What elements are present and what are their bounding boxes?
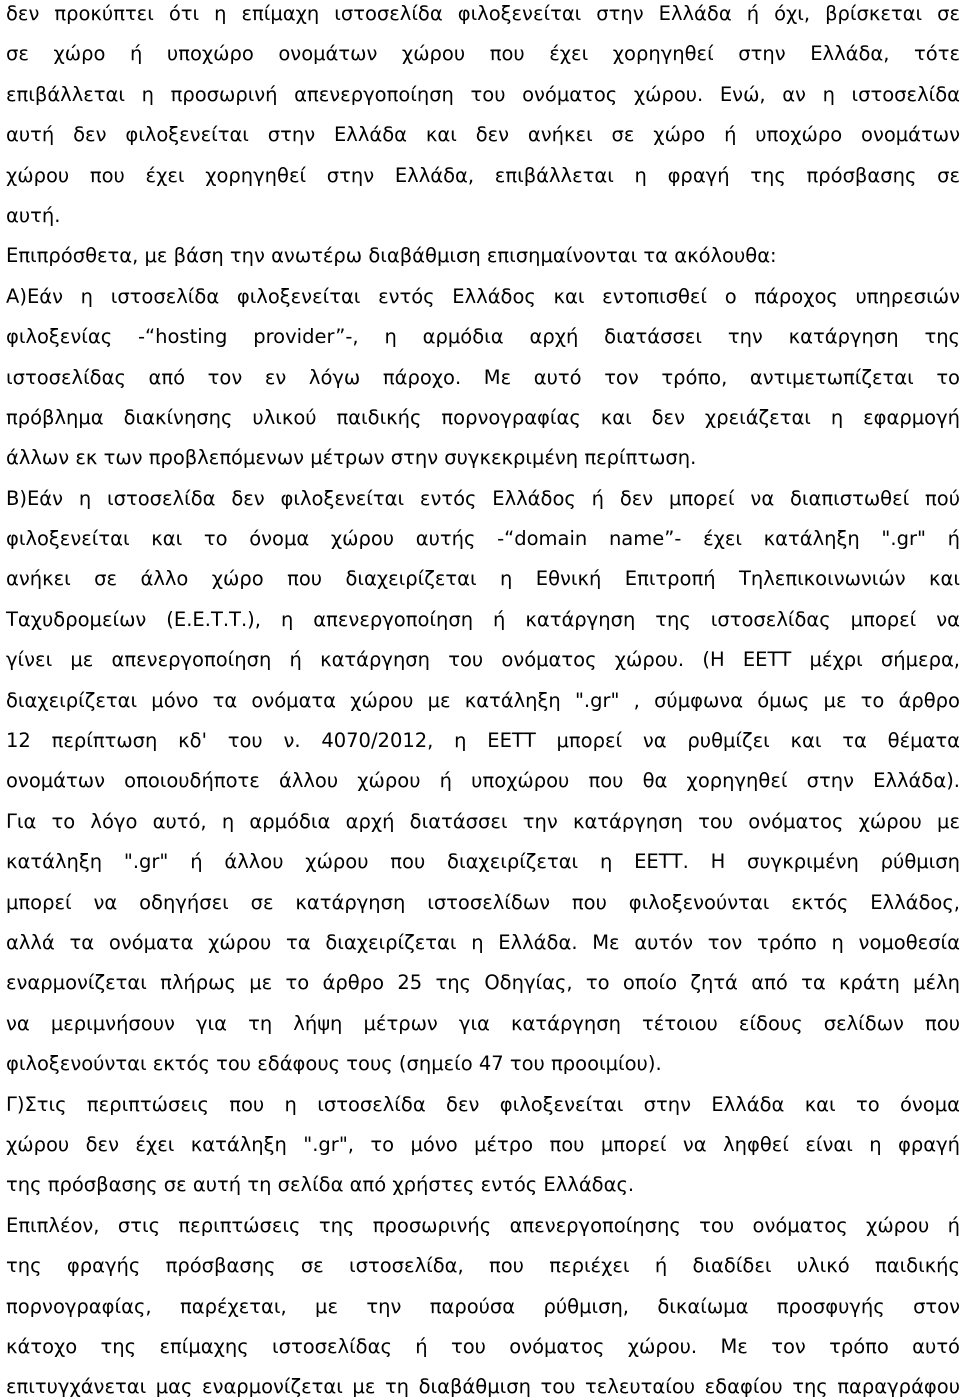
text-line: Επιπρόσθετα, με βάση την ανωτέρω διαβάθμιση επισημαίνονται τα ακόλουθα: [6, 244, 777, 268]
text-line: Για το λόγο αυτό, η αρμόδια αρχή διατάσσει την κατάργηση του ονόματος χώρου με [6, 809, 960, 833]
text-line: Α)Εάν η ιστοσελίδα φιλοξενείται εντός Ελλάδος και εντοπισθεί ο πάροχος υπηρεσιών [6, 284, 960, 308]
text-line: εναρμονίζεται πλήρως με το άρθρο 25 της Οδηγίας, το οποίο ζητά από τα κράτη μέλη [6, 971, 960, 995]
text-line: Επιπλέον, στις περιπτώσεις της προσωρινής απενεργοποίησης του ονόματος χώρου ή [6, 1213, 960, 1237]
text-line: ονομάτων οποιουδήποτε άλλου χώρου ή υποχώρου που θα χορηγηθεί στην Ελλάδα). [6, 769, 960, 793]
text-line: Γ)Στις περιπτώσεις που η ιστοσελίδα δεν φιλοξενείται στην Ελλάδα και το όνομα [6, 1092, 960, 1116]
text-line: αλλά τα ονόματα χώρου τα διαχειρίζεται η Ελλάδα. Με αυτόν τον τρόπο η νομοθεσία [6, 930, 960, 954]
text-line: ιστοσελίδας από τον εν λόγω πάροχο. Με αυτό τον τρόπο, αντιμετωπίζεται το [6, 365, 960, 389]
text-line: πορνογραφίας, παρέχεται, με την παρούσα ρύθμιση, δικαίωμα προσφυγής στον [6, 1294, 960, 1318]
text-line: κατάληξη ".gr" ή άλλου χώρου που διαχειρίζεται η ΕΕΤΤ. Η συγκριμένη ρύθμιση [6, 850, 960, 874]
text-line: γίνει με απενεργοποίηση ή κατάργηση του ονόματος χώρου. (Η ΕΕΤΤ μέχρι σήμερα, [6, 648, 960, 672]
text-line: 12 περίπτωση κδ' του ν. 4070/2012, η ΕΕΤΤ μπορεί να ρυθμίζει και τα θέματα [6, 729, 960, 753]
text-line: αυτή δεν φιλοξενείται στην Ελλάδα και δεν ανήκει σε χώρο ή υποχώρο ονομάτων [6, 123, 960, 147]
document-page [6, 0, 960, 1398]
text-line: πρόβλημα διακίνησης υλικού παιδικής πορνογραφίας και δεν χρειάζεται η εφαρμογή [6, 405, 960, 429]
text-line: φιλοξενίας -“hosting provider”-, η αρμόδια αρχή διατάσσει την κατάργηση της [6, 325, 960, 349]
text-line: Β)Εάν η ιστοσελίδα δεν φιλοξενείται εντός Ελλάδος ή δεν μπορεί να διαπιστωθεί πού [6, 486, 960, 510]
text-line: ανήκει σε άλλο χώρο που διαχειρίζεται η Εθνική Επιτροπή Τηλεπικοινωνιών και [6, 567, 960, 591]
text-line: Ταχυδρομείων (Ε.Ε.Τ.Τ.), η απενεργοποίηση ή κατάργηση της ιστοσελίδας μπορεί να [6, 607, 960, 631]
text-line: επιβάλλεται η προσωρινή απενεργοποίηση του ονόματος χώρου. Ενώ, αν η ιστοσελίδα [6, 82, 960, 106]
text-line: επιτυγχάνεται μας εναρμονίζεται με τη διαβάθμιση του τελευταίου εδαφίου της παραγράφου [6, 1375, 960, 1398]
text-line: της πρόσβασης σε αυτή τη σελίδα από χρήστες εντός Ελλάδας. [6, 1173, 635, 1197]
text-line: άλλων εκ των προβλεπόμενων μέτρων στην συγκεκριμένη περίπτωση. [6, 446, 697, 470]
text-line: χώρου που έχει χορηγηθεί στην Ελλάδα, επιβάλλεται η φραγή της πρόσβασης σε [6, 163, 960, 187]
text-line: μπορεί να οδηγήσει σε κατάργηση ιστοσελίδων που φιλοξενούνται εκτός Ελλάδος, [6, 890, 960, 914]
text-line: αυτή. [6, 203, 61, 227]
text-line: δεν προκύπτει ότι η επίμαχη ιστοσελίδα φιλοξενείται στην Ελλάδα ή όχι, βρίσκεται σε [6, 2, 960, 25]
text-line: φιλοξενούνται εκτός του εδάφους τους (σημείο 47 του προοιμίου). [6, 1052, 662, 1076]
text-line: σε χώρο ή υποχώρο ονομάτων χώρου που έχει χορηγηθεί στην Ελλάδα, τότε [6, 42, 960, 66]
text-line: να μεριμνήσουν για τη λήψη μέτρων για κατάργηση τέτοιου είδους σελίδων που [6, 1011, 960, 1035]
text-line: χώρου δεν έχει κατάληξη ".gr", το μόνο μέτρο που μπορεί να ληφθεί είναι η φραγή [6, 1132, 960, 1156]
text-line: διαχειρίζεται μόνο τα ονόματα χώρου με κατάληξη ".gr" , σύμφωνα όμως με το άρθρο [6, 688, 960, 712]
text-line: κάτοχο της επίμαχης ιστοσελίδας ή του ονόματος χώρου. Με τον τρόπο αυτό [6, 1334, 960, 1358]
text-line: της φραγής πρόσβασης σε ιστοσελίδα, που περιέχει ή διαδίδει υλικό παιδικής [6, 1254, 960, 1278]
text-line: φιλοξενείται και το όνομα χώρου αυτής -“domain name”- έχει κατάληξη ".gr" ή [6, 527, 960, 551]
